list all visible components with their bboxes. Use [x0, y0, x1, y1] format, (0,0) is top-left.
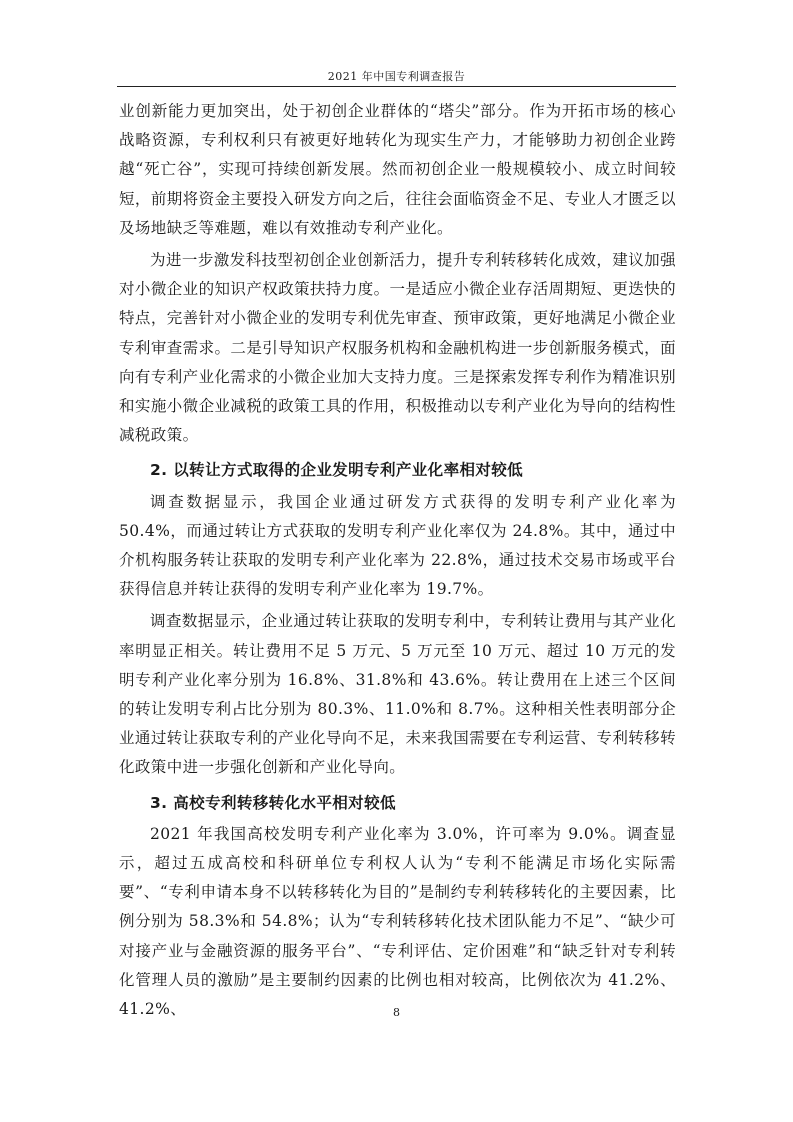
paragraph-continuation: 业创新能力更加突出，处于初创企业群体的“塔尖”部分。作为开拓市场的核心战略资源，专利权利只有被更好地转化为现实生产力，才能够助力初创企业跨越“死亡谷”，实现可持续创新发展。然而初创企业一般规模较小、成立时间较短，前期将资金主要投入研发方向之后，往往会面临资金不足、专业人才匮乏以及场地缺乏等难题，难以有效推动专利产业化。	[119, 102, 676, 237]
header-divider	[117, 86, 676, 87]
paragraph-policy-suggestion: 为进一步激发科技型初创企业创新活力，提升专利转移转化成效，建议加强对小微企业的知识产权政策扶持力度。一是适应小微企业存活周期短、更迭快的特点，完善针对小微企业的发明专利优先审查、预审政策，更好地满足小微企业专利审查需求。二是引导知识产权服务机构和金融机构进一步创新服务模式，面向有专利产业化需求的小微企业加大支持力度。三是探索发挥专利作为精准识别和实施小微企业减税的政策工具的作用，积极推动以专利产业化为导向的结构性减税政策。	[119, 251, 676, 445]
page-number: 8	[393, 1006, 400, 1019]
paragraph-transfer-rate: 调查数据显示，我国企业通过研发方式获得的发明专利产业化率为 50.4%，而通过转让方式获取的发明专利产业化率仅为 24.8%。其中，通过中介机构服务转让获取的发明专利产业化率为 22.8%，通过技术交易市场或平台获得信息并转让获得的发明专利产业化率为 19.7%。	[119, 492, 676, 599]
page-body	[119, 97, 676, 1027]
paragraph-university: 2021 年我国高校发明专利产业化率为 3.0%，许可率为 9.0%。调查显示，超过五成高校和科研单位专利权人认为“专利不能满足市场化实际需要”、“专利申请本身不以转移转化为目的”是制约专利转移转化的主要因素，比例分别为 58.3%和 54.8%；认为“专利转移转化技术团队能力不足”、“缺少可对接产业与金融资源的服务平台”、“专利评估、定价困难”和“缺乏针对专利转化管理人员的激励”是主要制约因素的比例也相对较高，比例依次为 41.2%、41.2%、	[119, 824, 676, 1019]
running-header: 2021 年中国专利调查报告	[327, 70, 466, 83]
paragraph-transfer-fee: 调查数据显示，企业通过转让获取的发明专利中，专利转让费用与其产业化率明显正相关。转让费用不足 5 万元、5 万元至 10 万元、超过 10 万元的发明专利产业化率分别为 16.8%、31.8%和 43.6%。转让费用在上述三个区间的转让发明专利占比分别为 80.3%、11.0%和 8.7%。这种相关性表明部分企业通过转让获取专利的产业化导向不足，未来我国需要在专利运营、专利转移转化政策中进一步强化创新和产业化导向。	[119, 612, 676, 777]
section-heading-2: 2. 以转让方式取得的企业发明专利产业化率相对较低	[150, 461, 524, 480]
section-heading-3: 3. 高校专利转移转化水平相对较低	[150, 793, 396, 812]
